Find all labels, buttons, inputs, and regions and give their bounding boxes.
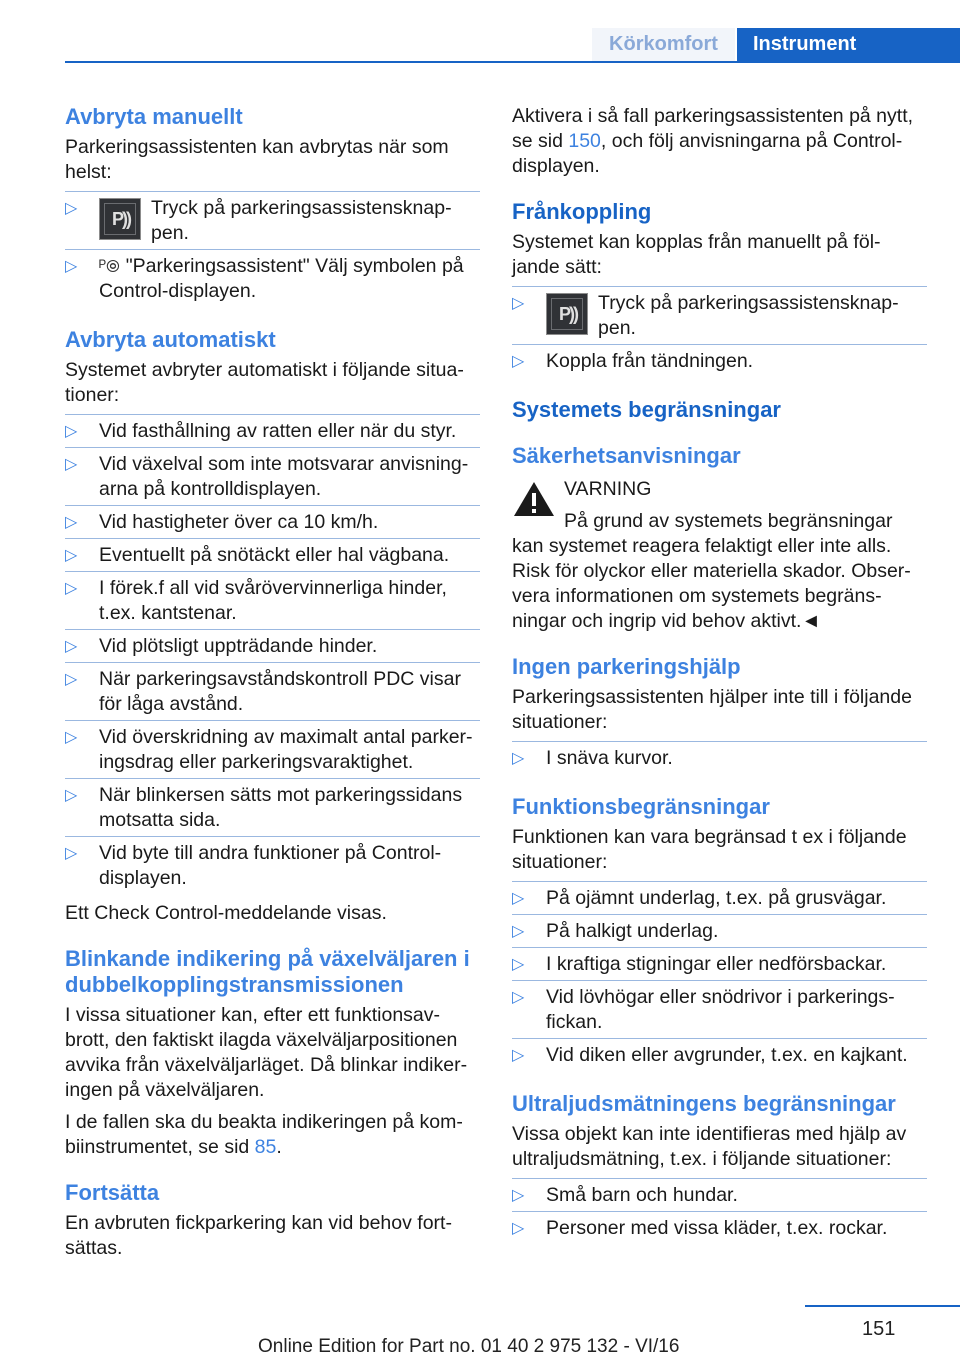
- triangle-bullet-icon: ▷: [512, 923, 525, 940]
- warning-text-first-line: På grund av systemets begränsningar: [564, 510, 893, 532]
- list-item-text: Vid överskridning av maximalt antal parker‐ingsdrag eller parkeringsvaraktighet.: [99, 726, 473, 773]
- list-item-text: Vid växelval som inte motsvarar anvisning‐arna på kontrolldisplayen.: [99, 453, 469, 500]
- list-item: ▷ P)) Tryck på parkeringsassistensknap‐pen.: [65, 197, 452, 244]
- list-item-text: Eventuellt på snötäckt eller hal vägbana.: [99, 544, 450, 566]
- list-item-text: Små barn och hundar.: [546, 1184, 738, 1206]
- list-item: [65, 415, 480, 447]
- parking-assist-button-icon: P)): [546, 293, 588, 335]
- list-item: [65, 663, 480, 720]
- edition-footer: Online Edition for Part no. 01 40 2 975 132 - VI/16: [258, 1336, 680, 1357]
- bullet-list: [512, 1178, 927, 1244]
- list-item-text: I kraftiga stigningar eller nedförsbackar.: [546, 953, 887, 975]
- triangle-bullet-icon: ▷: [512, 353, 525, 370]
- list-item: [512, 948, 927, 980]
- triangle-bullet-icon: ▷: [65, 258, 78, 275]
- list-item-text: Vid fasthållning av ratten eller när du styr.: [99, 420, 457, 442]
- list-item-text: Personer med vissa kläder, t.ex. rockar.: [546, 1217, 888, 1239]
- bullet-list: [512, 286, 927, 377]
- section-tab-instrument[interactable]: Instrument: [737, 28, 960, 61]
- triangle-bullet-icon: ▷: [65, 845, 78, 862]
- triangle-bullet-icon: ▷: [65, 580, 78, 597]
- list-item: [512, 1039, 927, 1071]
- page-link-150[interactable]: 150: [568, 130, 601, 152]
- parking-assist-button-icon: P)): [99, 198, 141, 240]
- paragraph: Funktionen kan vara begränsad t ex i följande situationer:: [512, 826, 907, 873]
- paragraph: I de fallen ska du beakta indikeringen på kom‐biinstrumentet, se sid 85.: [65, 1111, 463, 1158]
- header-divider: [65, 61, 960, 63]
- list-item: ▷ Koppla från tändningen.: [512, 350, 754, 372]
- list-item-text: I snäva kurvor.: [546, 747, 673, 769]
- list-item: [512, 742, 927, 774]
- list-item: [65, 539, 480, 571]
- section-title-funktionsbegransningar: Funktionsbegränsningar: [512, 794, 770, 819]
- paragraph: Aktivera i så fall parkeringsassistenten på nytt, se sid 150, och följ anvisningarna på Control-displayen.: [512, 105, 914, 177]
- section-title-avbryta-manuellt: Avbryta manuellt: [65, 104, 243, 129]
- paragraph: Systemet kan kopplas från manuellt på föl‐jande sätt:: [512, 231, 881, 278]
- list-item-text: Vid lövhögar eller snödrivor i parkerings‐fickan.: [546, 986, 895, 1033]
- list-item: [65, 630, 480, 662]
- list-item-text: På ojämnt underlag, t.ex. på grusvägar.: [546, 887, 887, 909]
- list-item-text: Vid plötsligt uppträdande hinder.: [99, 635, 378, 657]
- bullet-list: [65, 414, 480, 894]
- warning-title: VARNING: [564, 478, 652, 500]
- bullet-list: [512, 881, 927, 1071]
- list-item-text: Vid diken eller avgrunder, t.ex. en kajkant.: [546, 1044, 908, 1066]
- triangle-bullet-icon: ▷: [65, 423, 78, 440]
- list-item-text: På halkigt underlag.: [546, 920, 719, 942]
- triangle-bullet-icon: ▷: [65, 671, 78, 688]
- list-item-text: Vid byte till andra funktioner på Control-displayen.: [99, 842, 442, 889]
- section-title-blinkande-indikering: Blinkande indikering på växelväljaren i dubbelkopplingstransmissionen: [65, 946, 470, 997]
- triangle-bullet-icon: ▷: [512, 295, 525, 312]
- list-item-text: När parkeringsavståndskontroll PDC visar för låga avstånd.: [99, 668, 461, 715]
- list-item: ▷ ᴾ⦾ "Parkeringsassistent" Välj symbolen på Control-displayen.: [65, 255, 464, 302]
- section-title-fortsatta: Fortsätta: [65, 1180, 160, 1205]
- triangle-bullet-icon: ▷: [65, 638, 78, 655]
- list-item: [512, 1212, 927, 1244]
- section-tab-korkomfort[interactable]: Körkomfort: [592, 28, 735, 61]
- paragraph: Vissa objekt kan inte identifieras med hjälp av ultraljudsmätning, t.ex. i följande situationer:: [512, 1123, 907, 1170]
- parking-assist-symbol-icon: ᴾ⦾: [99, 257, 120, 276]
- triangle-bullet-icon: ▷: [512, 1220, 525, 1237]
- list-item-text: Vid hastigheter över ca 10 km/h.: [99, 511, 379, 533]
- list-item-text: I förek.f all vid svårövervinnerliga hinder, t.ex. kantstenar.: [99, 577, 447, 624]
- list-item-text: När blinkersen sätts mot parkeringssidans motsatta sida.: [99, 784, 463, 831]
- bullet-list: [65, 191, 480, 307]
- left-column: [65, 100, 480, 1261]
- triangle-bullet-icon: ▷: [65, 787, 78, 804]
- triangle-bullet-icon: ▷: [512, 890, 525, 907]
- right-column: [512, 100, 927, 1244]
- paragraph: En avbruten fickparkering kan vid behov fort‐sättas.: [65, 1212, 452, 1259]
- paragraph: Parkeringsassistenten hjälper inte till i följande situationer:: [512, 686, 912, 733]
- section-title-systemets-begransningar: Systemets begränsningar: [512, 397, 781, 422]
- paragraph: Parkeringsassistenten kan avbrytas när som helst:: [65, 136, 449, 183]
- triangle-bullet-icon: ▷: [65, 547, 78, 564]
- warning-box: [512, 477, 927, 634]
- triangle-bullet-icon: ▷: [65, 729, 78, 746]
- paragraph: Ett Check Control-meddelande visas.: [65, 902, 387, 924]
- warning-text: kan systemet reagera felaktigt eller inte alls. Risk för olyckor eller materiella skador. Obser‐vera informationen om systemets begräns‐ningar och ingrip vid behov aktivt.◄: [512, 535, 911, 632]
- paragraph: Systemet avbryter automatiskt i följande situa‐tioner:: [65, 359, 464, 406]
- triangle-bullet-icon: ▷: [65, 514, 78, 531]
- warning-triangle-icon: [512, 479, 556, 519]
- list-item: [65, 506, 480, 538]
- section-title-avbryta-automatiskt: Avbryta automatiskt: [65, 327, 276, 352]
- triangle-bullet-icon: ▷: [65, 200, 78, 217]
- triangle-bullet-icon: ▷: [512, 989, 525, 1006]
- list-item: [512, 882, 927, 914]
- page-link-85[interactable]: 85: [254, 1136, 277, 1158]
- triangle-bullet-icon: ▷: [65, 456, 78, 473]
- list-item: ▷ P)) Tryck på parkeringsassistensknap‐pen.: [512, 292, 899, 339]
- triangle-bullet-icon: ▷: [512, 1187, 525, 1204]
- page-number: 151: [862, 1318, 896, 1340]
- section-title-frankoppling: Frånkoppling: [512, 199, 652, 224]
- paragraph: I vissa situationer kan, efter ett funktionsav‐brott, den faktiskt ilagda växelväljarpositionen avvika från växelväljarläget. Då blinkar indiker‐ingen på växelväljaren.: [65, 1004, 468, 1101]
- list-item: [65, 721, 480, 778]
- list-item: [65, 779, 480, 836]
- list-item: [512, 915, 927, 947]
- bullet-list: [512, 741, 927, 774]
- list-item: [65, 572, 480, 629]
- page-header: [0, 0, 960, 62]
- list-item: [65, 837, 480, 894]
- triangle-bullet-icon: ▷: [512, 1047, 525, 1064]
- section-title-ultraljud: Ultraljudsmätningens begränsningar: [512, 1091, 896, 1116]
- section-title-ingen-parkeringshjalp: Ingen parkeringshjälp: [512, 654, 741, 679]
- section-title-sakerhetsanvisningar: Säkerhetsanvisningar: [512, 443, 741, 468]
- list-item: [512, 981, 927, 1038]
- list-item: [512, 1179, 927, 1211]
- triangle-bullet-icon: ▷: [512, 956, 525, 973]
- triangle-bullet-icon: ▷: [512, 750, 525, 767]
- footer-divider: [805, 1305, 960, 1307]
- list-item: [65, 448, 480, 505]
